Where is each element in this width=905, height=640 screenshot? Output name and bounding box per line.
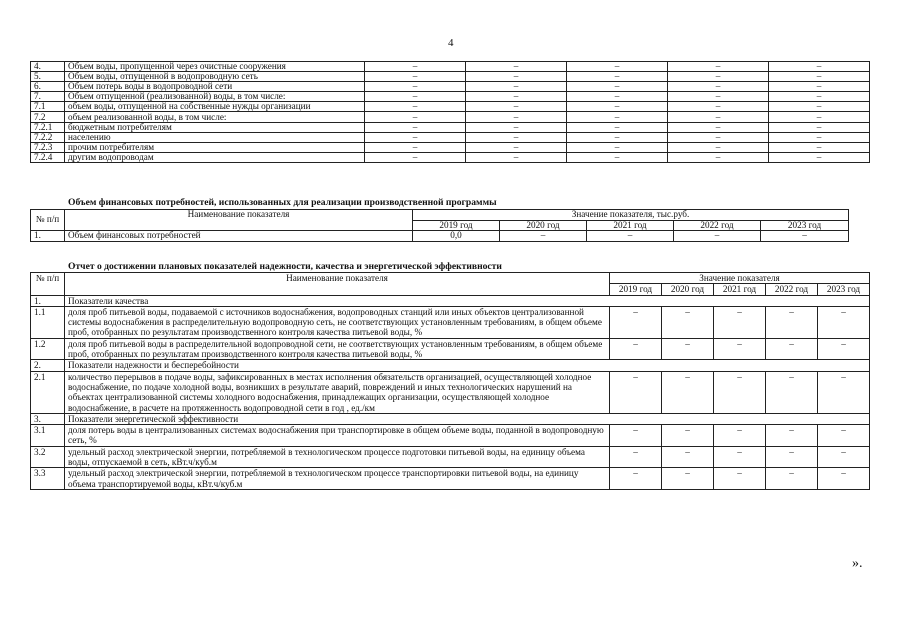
value-cell: – <box>365 72 466 82</box>
year-header: 2023 год <box>761 220 849 231</box>
value-cell: – <box>769 62 870 72</box>
row-label: доля проб питьевой воды в распределительной водопроводной сети, не соответствующих установленным требованиям, в общем объеме проб, отобранных по результатам производственного контроля качества питьевой воды, % <box>65 338 610 360</box>
value-cell: – <box>466 142 567 152</box>
fin-table-title: Объем финансовых потребностей, использованных для реализации производственной программы <box>68 197 497 208</box>
year-header: 2022 год <box>766 284 818 295</box>
row-label: Объем отпущенной (реализованной) воды, в том числе: <box>65 92 365 102</box>
row-label: прочим потребителям <box>65 142 365 152</box>
value-cell: – <box>769 92 870 102</box>
row-number: 5. <box>31 72 65 82</box>
value-cell: – <box>662 446 714 468</box>
value-cell: – <box>567 82 668 92</box>
value-cell: – <box>668 132 769 142</box>
value-cell: – <box>714 371 766 413</box>
value-cell: – <box>610 371 662 413</box>
row-number: 7. <box>31 92 65 102</box>
year-header: 2020 год <box>662 284 714 295</box>
row-label: Объем воды, отпущенной в водопроводную сеть <box>65 72 365 82</box>
value-cell: – <box>567 152 668 162</box>
value-cell: – <box>567 72 668 82</box>
perf-header-row <box>31 273 870 284</box>
value-cell: – <box>714 338 766 360</box>
value-cell: – <box>365 122 466 132</box>
value-cell: – <box>818 468 870 490</box>
value-cell: – <box>567 142 668 152</box>
value-cell: – <box>610 306 662 338</box>
col-header-num: № п/п <box>31 273 65 296</box>
section-label: Показатели энергетической эффективности <box>65 413 870 424</box>
row-number: 7.2.3 <box>31 142 65 152</box>
year-header: 2020 год <box>500 220 587 231</box>
value-cell: – <box>769 72 870 82</box>
value-cell: – <box>466 92 567 102</box>
year-header: 2023 год <box>818 284 870 295</box>
value-cell: – <box>365 132 466 142</box>
row-number: 1. <box>31 295 65 306</box>
row-label: Объем воды, пропущенной через очистные сооружения <box>65 62 365 72</box>
table-row <box>31 338 870 360</box>
row-label: Объем финансовых потребностей <box>65 231 413 242</box>
value-cell: – <box>587 231 674 242</box>
value-cell: – <box>365 142 466 152</box>
value-cell: – <box>662 306 714 338</box>
table-row <box>31 112 870 122</box>
value-cell: – <box>466 62 567 72</box>
table-row <box>31 122 870 132</box>
value-cell: – <box>818 446 870 468</box>
year-header: 2021 год <box>587 220 674 231</box>
section-row <box>31 360 870 371</box>
col-header-num: № п/п <box>31 210 65 231</box>
row-number: 1.2 <box>31 338 65 360</box>
value-cell: – <box>662 425 714 447</box>
value-cell: – <box>668 112 769 122</box>
value-cell: – <box>466 122 567 132</box>
value-cell: – <box>769 132 870 142</box>
col-header-name: Наименование показателя <box>65 273 610 296</box>
row-label: бюджетным потребителям <box>65 122 365 132</box>
row-number: 7.2.2 <box>31 132 65 142</box>
value-cell: – <box>769 102 870 112</box>
table-row <box>31 468 870 490</box>
col-header-value: Значение показателя <box>610 273 870 284</box>
value-cell: – <box>769 122 870 132</box>
row-number: 3.2 <box>31 446 65 468</box>
value-cell: – <box>365 112 466 122</box>
value-cell: – <box>769 152 870 162</box>
row-number: 2.1 <box>31 371 65 413</box>
row-label: объем воды, отпущенной на собственные нужды организации <box>65 102 365 112</box>
value-cell: – <box>466 102 567 112</box>
value-cell: – <box>466 132 567 142</box>
value-cell: – <box>662 371 714 413</box>
value-cell: – <box>668 62 769 72</box>
value-cell: – <box>500 231 587 242</box>
value-cell: – <box>714 306 766 338</box>
value-cell: – <box>674 231 761 242</box>
value-cell: – <box>567 132 668 142</box>
col-header-value: Значение показателя, тыс.руб. <box>413 210 849 221</box>
row-number: 6. <box>31 82 65 92</box>
value-cell: – <box>365 92 466 102</box>
value-cell: – <box>668 142 769 152</box>
value-cell: – <box>766 338 818 360</box>
value-cell: – <box>818 306 870 338</box>
value-cell: – <box>567 62 668 72</box>
value-cell: – <box>662 338 714 360</box>
value-cell: – <box>668 72 769 82</box>
value-cell: – <box>668 82 769 92</box>
table-row <box>31 72 870 82</box>
value-cell: – <box>567 112 668 122</box>
value-cell: – <box>761 231 849 242</box>
value-cell: – <box>714 425 766 447</box>
row-label: количество перерывов в подаче воды, зафиксированных в местах исполнения обязательств организацией, осуществляющей холодное водоснабжение, по подаче холодной воды, возникших в результате аварий, повреждений и иных технологических нарушений на объектах централизованной системы холодного водоснабжения, принадлежащих организации, осуществляющей холодное водоснабжение, в расчете на протяженность водопроводной сети в год , ед./км <box>65 371 610 413</box>
row-number: 2. <box>31 360 65 371</box>
row-number: 1. <box>31 231 65 242</box>
value-cell: – <box>714 468 766 490</box>
table-row <box>31 82 870 92</box>
table-row <box>31 425 870 447</box>
section-row <box>31 295 870 306</box>
row-label: удельный расход электрической энергии, потребляемой в технологическом процессе транспортировки питьевой воды, на единицу объема транспортируемой воды, кВт.ч/куб.м <box>65 468 610 490</box>
value-cell: – <box>567 102 668 112</box>
value-cell: – <box>662 468 714 490</box>
table-row <box>31 231 849 242</box>
row-number: 4. <box>31 62 65 72</box>
table-row <box>31 62 870 72</box>
financial-needs-table <box>30 209 849 242</box>
value-cell: – <box>769 82 870 92</box>
value-cell: – <box>668 122 769 132</box>
value-cell: – <box>766 468 818 490</box>
value-cell: – <box>766 425 818 447</box>
year-header: 2021 год <box>714 284 766 295</box>
value-cell: – <box>818 371 870 413</box>
perf-table-title: Отчет о достижении плановых показателей надежности, качества и энергетической эффективности <box>68 261 502 272</box>
water-volume-body <box>31 62 870 163</box>
section-label: Показатели надежности и бесперебойности <box>65 360 870 371</box>
value-cell: – <box>365 152 466 162</box>
closing-quote: ». <box>852 556 863 571</box>
value-cell: – <box>766 446 818 468</box>
value-cell: – <box>714 446 766 468</box>
value-cell: – <box>567 92 668 102</box>
value-cell: – <box>610 468 662 490</box>
table-row <box>31 92 870 102</box>
value-cell: – <box>610 425 662 447</box>
row-label: доля потерь воды в централизованных системах водоснабжения при транспортировке в общем объеме воды, поданной в водопроводную сеть, % <box>65 425 610 447</box>
row-number: 3.1 <box>31 425 65 447</box>
value-cell: – <box>610 338 662 360</box>
table-row <box>31 371 870 413</box>
value-cell: – <box>466 82 567 92</box>
table-row <box>31 132 870 142</box>
year-header: 2019 год <box>413 220 500 231</box>
value-cell: – <box>769 112 870 122</box>
table-row <box>31 446 870 468</box>
value-cell: – <box>365 82 466 92</box>
value-cell: – <box>818 338 870 360</box>
value-cell: – <box>668 152 769 162</box>
table-row <box>31 142 870 152</box>
row-label: удельный расход электрической энергии, потребляемой в технологическом процессе подготовки питьевой воды, на единицу объема воды, отпускаемой в сеть, кВт.ч/куб.м <box>65 446 610 468</box>
value-cell: – <box>668 102 769 112</box>
row-label: объем реализованной воды, в том числе: <box>65 112 365 122</box>
performance-table <box>30 272 870 490</box>
value-cell: 0,0 <box>413 231 500 242</box>
row-number: 7.2 <box>31 112 65 122</box>
row-label: другим водопроводам <box>65 152 365 162</box>
value-cell: – <box>818 425 870 447</box>
col-header-name: Наименование показателя <box>65 210 413 231</box>
row-label: населению <box>65 132 365 142</box>
value-cell: – <box>610 446 662 468</box>
row-number: 3. <box>31 413 65 424</box>
value-cell: – <box>766 371 818 413</box>
year-header: 2022 год <box>674 220 761 231</box>
value-cell: – <box>766 306 818 338</box>
table-row <box>31 306 870 338</box>
value-cell: – <box>365 62 466 72</box>
row-number: 7.2.4 <box>31 152 65 162</box>
table-row <box>31 152 870 162</box>
row-label: Объем потерь воды в водопроводной сети <box>65 82 365 92</box>
page-number: 4 <box>448 37 454 49</box>
value-cell: – <box>668 92 769 102</box>
section-row <box>31 413 870 424</box>
fin-header-row <box>31 210 849 221</box>
row-number: 3.3 <box>31 468 65 490</box>
table-row <box>31 102 870 112</box>
value-cell: – <box>466 152 567 162</box>
row-number: 1.1 <box>31 306 65 338</box>
row-label: доля проб питьевой воды, подаваемой с источников водоснабжения, водопроводных станций или иных объектов централизованной системы водоснабжения в распределительную водопроводную сеть, не соответствующих установленным требованиям, в общем объеме проб, отобранных по результатам производственного контроля качества питьевой воды, % <box>65 306 610 338</box>
row-number: 7.1 <box>31 102 65 112</box>
value-cell: – <box>365 102 466 112</box>
value-cell: – <box>567 122 668 132</box>
year-header: 2019 год <box>610 284 662 295</box>
value-cell: – <box>466 112 567 122</box>
section-label: Показатели качества <box>65 295 870 306</box>
value-cell: – <box>466 72 567 82</box>
water-volume-table <box>30 61 870 163</box>
value-cell: – <box>769 142 870 152</box>
row-number: 7.2.1 <box>31 122 65 132</box>
